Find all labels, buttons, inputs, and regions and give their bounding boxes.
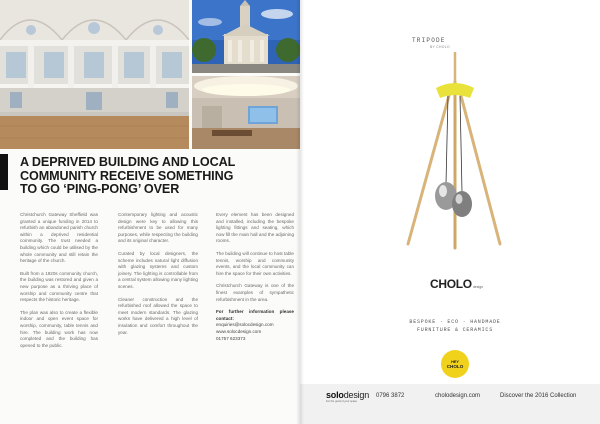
headline-line: COMMUNITY RECEIVE SOMETHING <box>20 168 234 183</box>
brand-sub: design <box>472 285 484 289</box>
church-exterior-photo <box>192 0 300 73</box>
footer-cta: Discover the 2016 Collection <box>500 393 577 399</box>
section-marker <box>0 154 8 190</box>
hey-cholo-badge <box>441 350 469 378</box>
footer-website[interactable]: cholodesign.com <box>435 393 481 399</box>
interior-room-photo <box>192 76 300 149</box>
paragraph: Christchurch Gateway Sheffield was granted a unique funding in 2014 to refurbish an abandoned parish church within a deprived residential community. The trust needed a building which could be utilised by the whole community and still retain the heritage of the church. <box>20 212 98 264</box>
contact-email[interactable]: enquiries@solocdesign.com <box>216 322 274 328</box>
brand-tagline-1: BESPOKE · ECO · HANDMADE <box>409 319 501 325</box>
article-column-3 <box>216 212 294 342</box>
article-column-2 <box>118 212 198 342</box>
logo-thin: design <box>343 390 370 400</box>
contact-label: For further information please contact: <box>216 309 294 321</box>
headline-line: TO GO ‘PING-PONG’ OVER <box>20 182 180 197</box>
logo-strapline: For the good of your space <box>326 400 357 403</box>
cholo-brand-logo <box>430 277 483 291</box>
solo-design-logo <box>326 390 369 400</box>
hall-interior-photo <box>0 0 189 149</box>
badge-line: HEY <box>451 359 459 364</box>
brand-tagline-2: FURNITURE & CERAMICS <box>416 327 493 333</box>
contact-web[interactable]: www.solocdesign.com <box>216 328 262 334</box>
product-title: TRIPODE <box>412 37 446 44</box>
footer-phone: 0796 3872 <box>376 393 405 399</box>
paragraph: Built from a 1920s community church, the building was restored and given a new purpose as a thriving place of worship and community centre that respects the historic heritage. <box>20 270 98 303</box>
article-headline <box>20 156 296 197</box>
tripode-lamp-image <box>400 52 510 252</box>
product-subtitle: BY CHOLO <box>430 45 450 49</box>
article-column-1 <box>20 212 98 355</box>
badge-line: CHOLO <box>446 363 464 369</box>
paragraph: The plan was also to create a flexible indoor and open event space for worship, community, table tennis and hire. The building work has now completed and the building has opened to the public. <box>20 309 98 348</box>
headline-line: A DEPRIVED BUILDING AND LOCAL <box>20 155 236 169</box>
paragraph: Cleaner construction and the refurbished roof allowed the space to meet modern standards. The glazing works have delivered a high level of insulation and comfort throughout the year. <box>118 296 198 335</box>
paragraph: Every element has been designed and installed, including the bespoke lighting fittings and seating, which now fill the main hall and the adjoining rooms. <box>216 212 294 244</box>
logo-bold: solo <box>326 390 344 400</box>
paragraph: Christchurch Gateway is one of the finest examples of sympathetic refurbishment in the area. <box>216 283 294 302</box>
contact-phone: 01757 623373 <box>216 335 246 341</box>
paragraph: Contemporary lighting and acoustic design were key to allowing this refurbishment to be used for many purposes, while respecting the building and its original character. <box>118 212 198 244</box>
paragraph: Curated by local designers, the scheme includes natural light diffusion with glazing systems and custom joinery. The lighting is controllable from a central system allowing many lighting scenes. <box>118 250 198 289</box>
page-gutter-shadow <box>296 0 304 424</box>
paragraph: The building will continue to host table tennis, worship and community events, and the local community can hire the space for their own activities. <box>216 250 294 276</box>
brand-name: CHOLO <box>430 277 472 291</box>
contact-block <box>216 309 294 342</box>
